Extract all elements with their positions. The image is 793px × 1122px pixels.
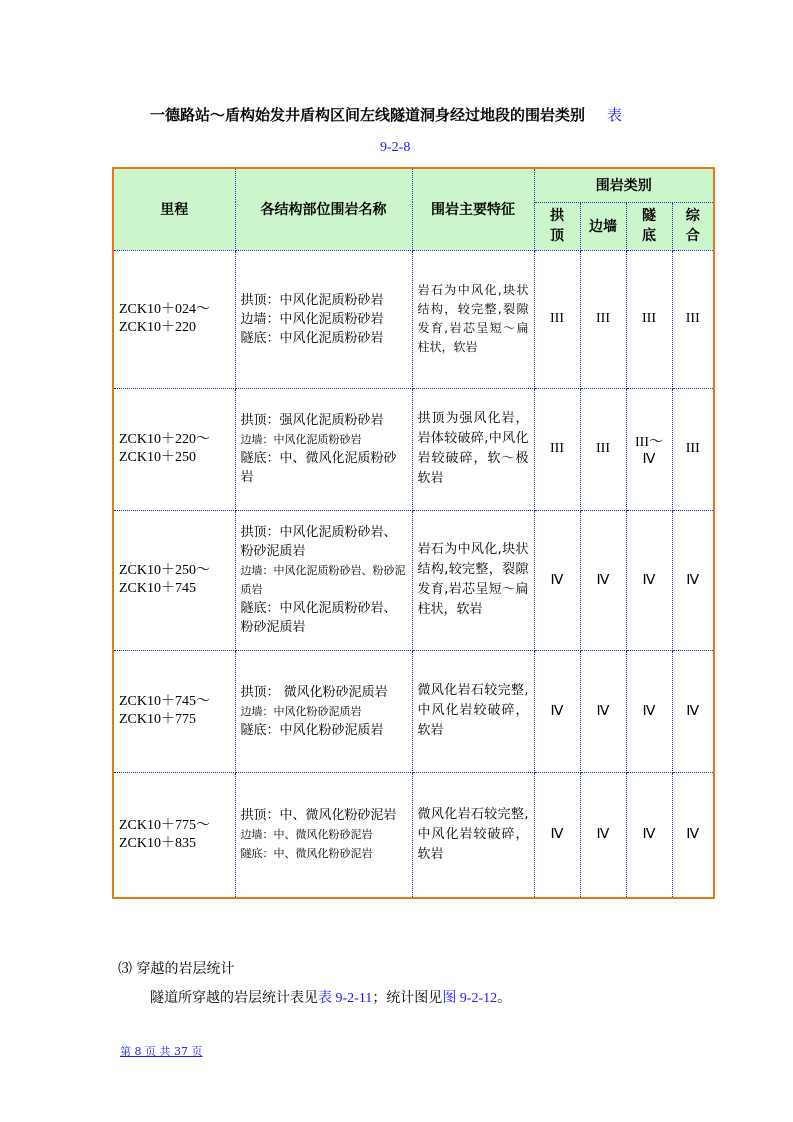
table-title-main: 一德路站～盾构始发井盾构区间左线隧道洞身经过地段的围岩类别 (150, 106, 586, 124)
parts-cell: 拱顶：中、微风化粉砂泥岩 边墙：中、微风化粉砂泥岩 隧底：中、微风化粉砂泥岩 (235, 772, 412, 898)
features-cell: 岩石为中风化,块状结构,较完整，裂隙发育,岩芯呈短～扁柱状，软岩 (412, 510, 534, 650)
section-heading: ⑶ 穿越的岩层统计 (118, 961, 235, 977)
header-arch: 拱 顶 (534, 202, 580, 250)
mileage-cell: ZCK10＋250～ ZCK10＋745 (113, 510, 235, 650)
features-cell: 微风化岩石较完整,中风化岩较破碎，软岩 (412, 650, 534, 772)
mileage-cell: ZCK10＋024～ ZCK10＋220 (113, 250, 235, 388)
table-row (113, 772, 714, 898)
table-number: 9-2-8 (380, 140, 411, 155)
mileage-cell: ZCK10＋220～ ZCK10＋250 (113, 388, 235, 510)
figure-link[interactable]: 图 9-2-12 (442, 991, 498, 1006)
features-cell: 岩石为中风化,块状结构，较完整,裂隙发育,岩芯呈短～扁柱状，软岩 (412, 250, 534, 388)
class-overall: III (672, 250, 714, 388)
header-overall: 综 合 (672, 202, 714, 250)
parts-cell: 拱顶：中风化泥质粉砂岩、粉砂泥质岩 边墙：中风化泥质粉砂岩、粉砂泥质岩 隧底：中风化泥质粉砂岩、粉砂泥质岩 (235, 510, 412, 650)
class-overall: III (672, 388, 714, 510)
table-link[interactable]: 表 9-2-11 (318, 991, 373, 1006)
table-title-ref-prefix: 表 (607, 108, 623, 124)
header-class-group: 围岩类别 (534, 168, 714, 202)
parts-cell: 拱顶：强风化泥质粉砂岩 边墙：中风化泥质粉砂岩 隧底：中、微风化泥质粉砂岩 (235, 388, 412, 510)
header-wall: 边墙 (580, 202, 626, 250)
class-overall: Ⅳ (672, 772, 714, 898)
features-cell: 微风化岩石较完整,中风化岩较破碎，软岩 (412, 772, 534, 898)
page-number-footer: 第 8 页 共 37 页 (120, 1045, 203, 1058)
table-title (150, 104, 680, 125)
parts-cell: 拱顶： 微风化粉砂泥质岩 边墙：中风化粉砂泥质岩 隧底：中风化粉砂泥质岩 (235, 650, 412, 772)
class-floor: Ⅳ (626, 510, 672, 650)
class-floor: III～Ⅳ (626, 388, 672, 510)
class-overall: Ⅳ (672, 510, 714, 650)
mileage-cell: ZCK10＋775～ ZCK10＋835 (113, 772, 235, 898)
header-mileage: 里程 (113, 168, 235, 250)
header-parts: 各结构部位围岩名称 (235, 168, 412, 250)
class-arch: Ⅳ (534, 772, 580, 898)
class-wall: III (580, 388, 626, 510)
class-floor: III (626, 250, 672, 388)
features-cell: 拱顶为强风化岩，岩体较破碎,中风化岩较破碎，软～极软岩 (412, 388, 534, 510)
class-arch: Ⅳ (534, 650, 580, 772)
header-features: 围岩主要特征 (412, 168, 534, 250)
class-arch: III (534, 250, 580, 388)
table-row (113, 650, 714, 772)
rock-class-table (112, 167, 715, 899)
class-floor: Ⅳ (626, 772, 672, 898)
class-arch: Ⅳ (534, 510, 580, 650)
class-wall: Ⅳ (580, 510, 626, 650)
table-row (113, 250, 714, 388)
table-row (113, 510, 714, 650)
class-wall: Ⅳ (580, 772, 626, 898)
table-row (113, 388, 714, 510)
section-paragraph: 隧道所穿越的岩层统计表见表 9-2-11；统计图见图 9-2-12。 (150, 990, 512, 1006)
class-arch: III (534, 388, 580, 510)
class-floor: Ⅳ (626, 650, 672, 772)
mileage-cell: ZCK10＋745～ ZCK10＋775 (113, 650, 235, 772)
header-floor: 隧 底 (626, 202, 672, 250)
class-wall: Ⅳ (580, 650, 626, 772)
class-wall: III (580, 250, 626, 388)
class-overall: Ⅳ (672, 650, 714, 772)
parts-cell: 拱顶：中风化泥质粉砂岩 边墙：中风化泥质粉砂岩 隧底：中风化泥质粉砂岩 (235, 250, 412, 388)
